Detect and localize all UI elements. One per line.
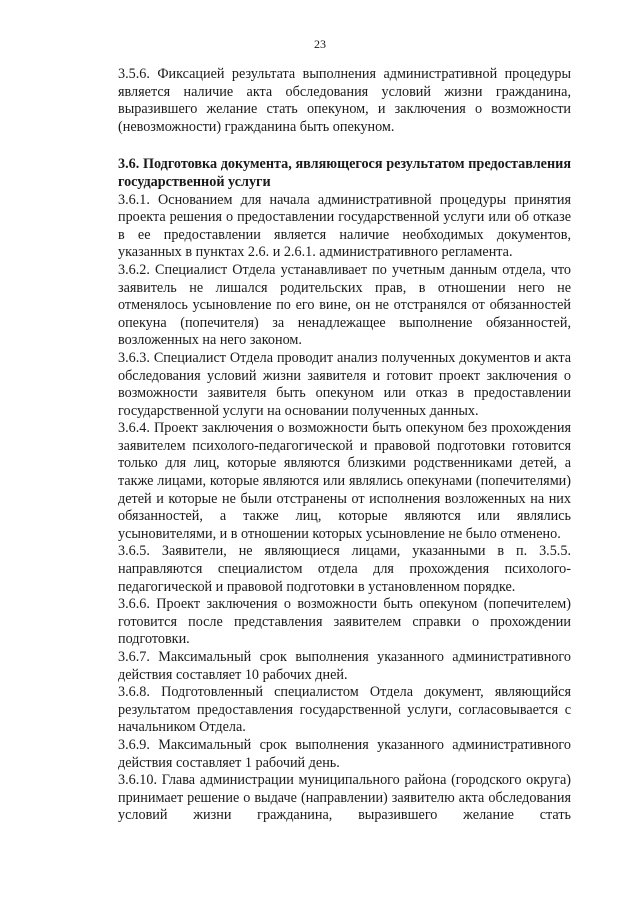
paragraph-3-6-9: 3.6.9. Максимальный срок выполнения указанного административного действия составляет 1 рабочий день. xyxy=(118,736,571,771)
paragraph-3-6-1: 3.6.1. Основанием для начала административной процедуры принятия проекта решения о предоставлении государственной услуги или об отказе в ее предоставлении является наличие необходимых документов, указанных в пунктах 2.6. и 2.6.1. административного регламента. xyxy=(118,191,571,261)
paragraph-3-6-4: 3.6.4. Проект заключения о возможности быть опекуном без прохождения заявителем психолого-педагогической и правовой подготовки готовится только для лиц, которые являются близкими родственниками детей, а также лицами, которые являются или являлись опекунами (попечителями) детей и которые не были отстранены от исполнения возложенных на них обязанностей, а также лиц, которые являются или являлись усыновителями, и в отношении которых усыновление не было отменено. xyxy=(118,420,571,542)
paragraph-3-6-7: 3.6.7. Максимальный срок выполнения указанного административного действия составляет 10 рабочих дней. xyxy=(118,649,571,683)
paragraph-3-6-10: 3.6.10. Глава администрации муниципального района (городского округа) принимает решение о выдаче (направлении) заявителю акта обследования условий жизни гражданина, выразившего желание стать xyxy=(118,772,571,824)
paragraph-3-6-5: 3.6.5. Заявители, не являющиеся лицами, указанными в п. 3.5.5. направляются специалистом отдела для прохождения психолого-педагогической и правовой подготовки в установленном порядке. xyxy=(118,543,571,595)
paragraph-3-5-6: 3.5.6. Фиксацией результата выполнения административной процедуры является наличие акта обследования условий жизни гражданина, выразившего желание стать опекуном, и заключения о возможности (невозможности) гражданина быть опекуном. xyxy=(118,66,571,135)
section-heading-3-6: 3.6. Подготовка документа, являющегося результатом предоставления государственной услуги xyxy=(118,156,571,190)
spacer xyxy=(118,136,571,156)
paragraph-3-6-8: 3.6.8. Подготовленный специалистом Отдела документ, являющийся результатом предоставления государственной услуги, согласовывается с начальником Отдела. xyxy=(118,684,571,736)
paragraph-3-6-3: 3.6.3. Специалист Отдела проводит анализ полученных документов и акта обследования условий жизни заявителя и готовит проект заключения о возможности заявителя быть опекуном или отказ в предоставлении государственной услуги на основании полученных данных. xyxy=(118,349,571,419)
paragraph-3-6-2: 3.6.2. Специалист Отдела устанавливает по учетным данным отдела, что заявитель не лишался родительских прав, в отношении него не отменялось усыновление по его вине, он не отстранялся от обязанностей опекуна (попечителя) за ненадлежащее выполнение обязанностей, возложенных на него законом. xyxy=(118,261,571,349)
document-body xyxy=(118,66,571,825)
page-number: 23 xyxy=(314,37,326,51)
paragraph-3-6-6: 3.6.6. Проект заключения о возможности быть опекуном (попечителем) готовится после представления заявителем справки о прохождении подготовки. xyxy=(118,596,571,648)
